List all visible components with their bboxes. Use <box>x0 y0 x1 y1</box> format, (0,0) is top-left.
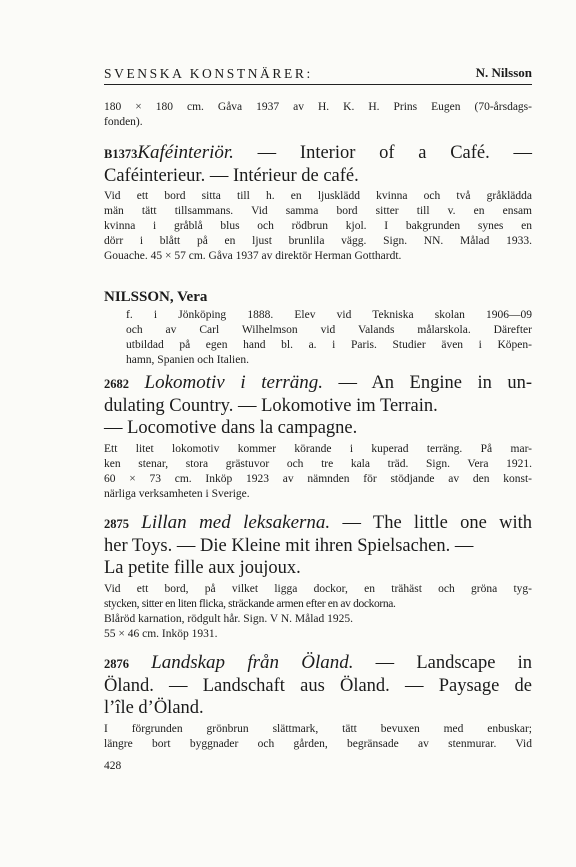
entry-title-line: Öland. — Landschaft aus Öland. — Paysage de <box>104 676 532 696</box>
title-swedish: Lokomotiv i terräng. <box>144 372 323 393</box>
text-line: 180 × 180 cm. Gåva 1937 av H. K. H. Prins Eugen (70-årsdags- <box>104 101 532 113</box>
text-line: ken stenar, stora grästuvor och tre kala träd. Sign. Vera 1921. <box>104 458 532 470</box>
artist-biography <box>126 308 532 368</box>
entry-description <box>104 582 532 642</box>
catalogue-number: 2876 <box>104 657 129 671</box>
title-translations: — The little one with <box>330 513 532 533</box>
entry-description <box>104 722 532 752</box>
entry-title-line <box>104 512 532 535</box>
running-header <box>104 62 532 85</box>
title-translations: — Interior of a Café. — <box>233 143 532 163</box>
entry-title-line <box>104 372 532 395</box>
entry-title-line: Caféinterieur. — Intérieur de café. <box>104 166 359 186</box>
title-swedish: Lillan med leksakerna. <box>141 512 331 533</box>
page-number: 428 <box>104 760 122 772</box>
entry-description <box>104 442 532 502</box>
text-line: f. i Jönköping 1888. Elev vid Tekniska skolan 1906—09 <box>126 309 532 321</box>
artist-name: NILSSON, Vera <box>104 289 208 305</box>
entry-2876 <box>104 652 532 752</box>
text-line: Vid ett bord, på vilket ligga dockor, en trähäst och gröna tyg- <box>104 583 532 595</box>
text-line: utbildad på egen hand bl. a. i Paris. Studier även i Köpen- <box>126 339 532 351</box>
entry-title-line: her Toys. — Die Kleine mit ihren Spielsachen. — <box>104 536 474 556</box>
text-line: 55 × 46 cm. Inköp 1931. <box>104 628 218 640</box>
text-line: hamn, Spanien och Italien. <box>126 354 249 366</box>
text-line: stycken, sitter en liten flicka, sträckande armen efter en av dockorna. <box>104 598 396 610</box>
entry-title-line: l’île d’Öland. <box>104 698 204 718</box>
entry-2682 <box>104 372 532 502</box>
entry-title-line: — Locomotive dans la campagne. <box>104 418 358 438</box>
text-line: och av Carl Wilhelmson vid Valands målarskola. Därefter <box>126 324 532 336</box>
text-line: Ett litet lokomotiv kommer körande i kuperad terräng. På mar- <box>104 443 532 455</box>
text-line: dörr i blått på en ljust brunlila vägg. Sign. NN. Målad 1933. <box>104 235 532 247</box>
text-line: fonden). <box>104 116 143 128</box>
title-swedish: Landskap från Öland. <box>151 652 354 673</box>
text-line: 60 × 73 cm. Inköp 1923 av nämnden för stödjande av den konst- <box>104 473 532 485</box>
entry-title-line <box>104 142 532 165</box>
title-swedish: Kaféinteriör. <box>137 142 234 163</box>
text-line: Vid ett bord sitta till h. en ljusklädd kvinna och två gråklädda <box>104 190 532 202</box>
text-line: män tätt tillsammans. Vid samma bord sitter till v. en ensam <box>104 205 532 217</box>
entry-title-line <box>104 652 532 675</box>
text-line: längre bort byggnader och gården, begränsade av stenmurar. Vid <box>104 738 532 750</box>
catalogue-number: B1373 <box>104 147 138 161</box>
section-title: SVENSKA KONSTNÄRER: <box>104 66 313 81</box>
text-line: Blåröd karnation, rödgult hår. Sign. V N. Målad 1925. <box>104 613 354 625</box>
text-line: Gouache. 45 × 57 cm. Gåva 1937 av direktör Herman Gotthardt. <box>104 250 402 262</box>
title-translations: — Landscape in <box>353 653 532 673</box>
entry-b1373 <box>104 142 532 264</box>
entry-2875 <box>104 512 532 642</box>
artist-heading <box>104 286 532 306</box>
text-line: kvinna i gråblå blus och rödbrun kjol. I bakgrunden synes en <box>104 220 532 232</box>
intro-continuation <box>104 100 532 130</box>
entry-description <box>104 189 532 264</box>
entry-title-line: La petite fille aux joujoux. <box>104 558 301 578</box>
title-translations: — An Engine in un- <box>322 373 532 393</box>
catalogue-number: 2875 <box>104 517 129 531</box>
text-line: närliga verksamheten i Sverige. <box>104 488 250 500</box>
catalogue-number: 2682 <box>104 377 129 391</box>
running-artist: N. Nilsson <box>475 65 532 80</box>
text-line: I förgrunden grönbrun slättmark, tätt bevuxen med enbuskar; <box>104 723 532 735</box>
entry-title-line: dulating Country. — Lokomotive im Terrain. <box>104 396 438 416</box>
